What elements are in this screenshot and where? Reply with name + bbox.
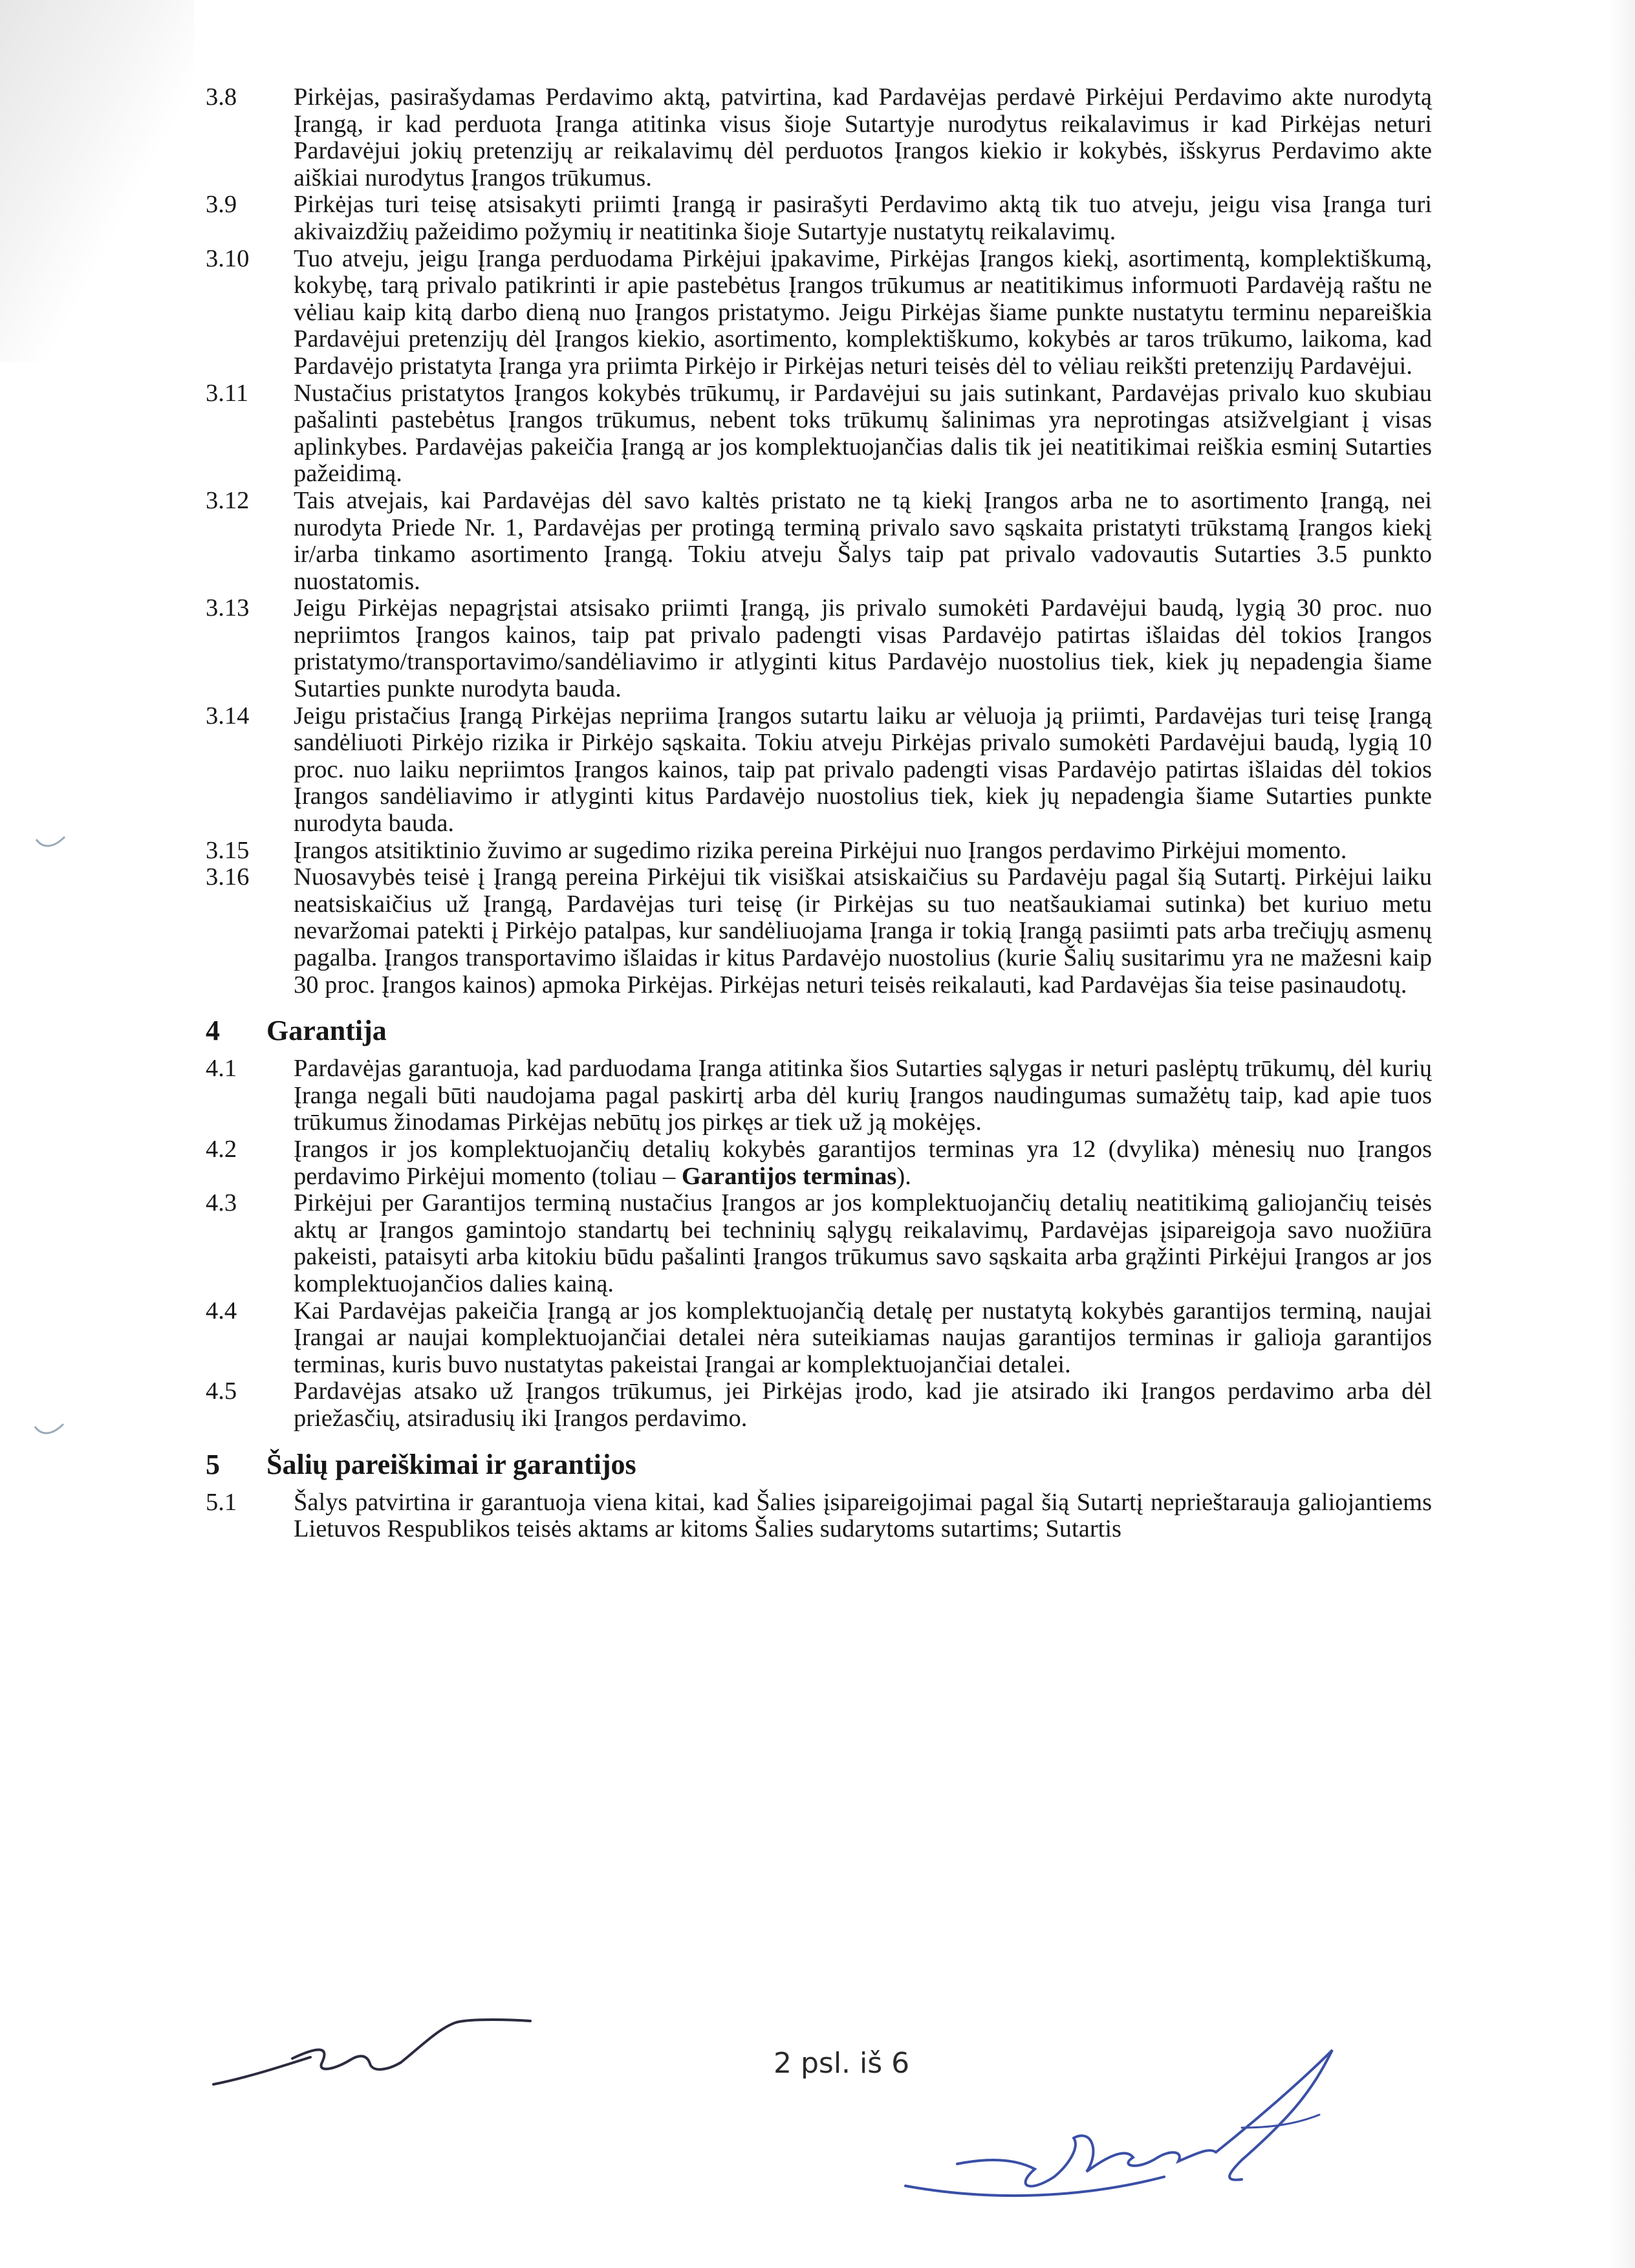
clause-number: 5.1 xyxy=(206,1488,237,1516)
clause-text: Pirkėjas turi teisę atsisakyti priimti Įrangą ir pasirašyti Perdavimo aktą tik tuo atveju, jeigu visa Įranga turi akivaizdžių pažeidimo požymių ir neatitinka šioje Sutartyje nustatytų reikalavimų. xyxy=(294,191,1432,245)
clause-3-15 xyxy=(206,837,1432,865)
clause-4-5 xyxy=(206,1378,1432,1432)
clause-text: Jeigu pristačius Įrangą Pirkėjas nepriima Įrangos sutartu laiku ar vėluoja ją priimti, Pardavėjas turi teisę Įrangą sandėliuoti Pirkėjo rizika ir Pirkėjo sąskaita. Tokiu atveju Pirkėjas privalo sumokėti Pardavėjui baudą, lygią 10 proc. nuo laiku nepriimtos Įrangos kainos, taip pat privalo padengti visas Pardavėjo patirtas išlaidas dėl tokios Įrangos sandėliavimo ir atlyginti kitus Pardavėjo nuostolius tiek, kiek jų nepadengia šiame Sutarties punkte nurodyta bauda. xyxy=(294,702,1432,837)
clause-3-8 xyxy=(206,84,1432,191)
clause-3-13 xyxy=(206,595,1432,702)
clause-4-1 xyxy=(206,1055,1432,1136)
clause-number: 3.15 xyxy=(206,836,250,864)
clause-number: 3.8 xyxy=(206,83,237,111)
clause-3-16 xyxy=(206,864,1432,999)
clause-4-2 xyxy=(206,1136,1432,1190)
clause-number: 3.10 xyxy=(206,244,250,272)
scan-mark xyxy=(34,833,67,852)
clause-3-11 xyxy=(206,380,1432,488)
clause-number: 3.16 xyxy=(206,863,250,891)
document-body xyxy=(206,84,1432,1543)
clause-3-9 xyxy=(206,191,1432,245)
clause-5-1 xyxy=(206,1489,1432,1543)
clause-text: Nuosavybės teisė į Įrangą pereina Pirkėjui tik visiškai atsiskaičius su Pardavėju pagal šią Sutartį. Pirkėjui laiku neatsiskaičius už Įrangą, Pardavėjas turi teisę (ir Pirkėjas su tuo neatšaukiamai sutinka) bet kuriuo metu nevaržomai patekti į Pirkėjo patalpas, kur sandėliuojama Įranga ir tokią Įrangą pasiimti pats arba trečiųjų asmenų pagalba. Įrangos transportavimo išlaidas ir kitus Pardavėjo nuostolius (kurie Šalių susitarimu yra ne mažesni kaip 30 proc. Įrangos kainos) apmoka Pirkėjas. Pirkėjas neturi teisės reikalauti, kad Pardavėjas šia teise pasinaudotų. xyxy=(294,863,1432,999)
scan-mark xyxy=(32,1420,66,1440)
clause-text: Šalys patvirtina ir garantuoja viena kitai, kad Šalies įsipareigojimai pagal šią Sutartį neprieštarauja galiojantiems Lietuvos Respublikos teisės aktams ar kitoms Šalies sudarytoms sutartims; Sutartis xyxy=(294,1488,1432,1543)
clause-text: Kai Pardavėjas pakeičia Įrangą ar jos komplektuojančią detalę per nustatytą kokybės garantijos terminą, naujai Įrangai ar naujai komplektuojančiai detalei nėra suteikiamas naujas garantijos terminas ir galioja garantijos terminas, kuris buvo nustatytas pakeistai Įrangai ar komplektuojančiai detalei. xyxy=(294,1297,1432,1378)
clause-3-14 xyxy=(206,703,1432,837)
section-number: 5 xyxy=(206,1448,220,1480)
section-title: Šalių pareiškimai ir garantijos xyxy=(266,1448,636,1480)
clause-4-3 xyxy=(206,1190,1432,1297)
clause-number: 4.1 xyxy=(206,1055,237,1083)
clause-number: 3.14 xyxy=(206,702,250,729)
clause-text: Pardavėjas garantuoja, kad parduodama Įranga atitinka šios Sutarties sąlygas ir neturi paslėptų trūkumų, dėl kurių Įranga negali būti naudojama pagal paskirtį arba dėl kurių Įrangos naudingumas sumažėtų taip, kad apie tuos trūkumus žinodamas Pirkėjas nebūtų jos pirkęs ar tiek už ją mokėjęs. xyxy=(294,1055,1432,1136)
scan-corner-shadow xyxy=(0,0,194,362)
page-number: 2 psl. iš 6 xyxy=(774,2047,910,2080)
clause-3-12 xyxy=(206,488,1432,595)
signature-initials-left xyxy=(207,2008,543,2099)
section-title: Garantija xyxy=(266,1015,387,1047)
defined-term: Garantijos terminas xyxy=(681,1162,897,1190)
clause-number: 4.2 xyxy=(206,1135,237,1163)
clause-number: 4.5 xyxy=(206,1377,237,1405)
scan-right-edge xyxy=(1609,0,1635,2268)
clause-text: Įrangos ir jos komplektuojančių detalių kokybės garantijos terminas yra 12 (dvylika) mėnesių nuo Įrangos perdavimo Pirkėjui momento (toliau – xyxy=(294,1135,1432,1190)
clause-number: 4.3 xyxy=(206,1189,237,1217)
clause-3-10 xyxy=(206,246,1432,380)
clause-number: 3.11 xyxy=(206,379,248,407)
clause-text: Pirkėjui per Garantijos terminą nustačius Įrangos ar jos komplektuojančių detalių neatitikimą galiojančių teisės aktų ar Įrangos gamintojo standartų bei techninių sąlygų reikalavimų, Pardavėjas įsipareigoja savo nuožiūra pakeisti, pataisyti arba kitokiu būdu pašalinti Įrangos trūkumus savo sąskaita arba grąžinti Pirkėjui Įrangos ar jos komplektuojančios dalies kainą. xyxy=(294,1189,1432,1297)
clause-text-end: ). xyxy=(896,1162,911,1190)
clause-text: Pardavėjas atsako už Įrangos trūkumus, jei Pirkėjas įrodo, kad jie atsirado iki Įrangos perdavimo arba dėl priežasčių, atsiradusių iki Įrangos perdavimo. xyxy=(294,1377,1432,1432)
section-heading-4 xyxy=(206,1015,1432,1046)
clause-4-4 xyxy=(206,1298,1432,1379)
clause-text: Įrangos atsitiktinio žuvimo ar sugedimo rizika pereina Pirkėjui nuo Įrangos perdavimo Pirkėjui momento. xyxy=(294,836,1347,864)
clause-number: 4.4 xyxy=(206,1297,237,1324)
clause-number: 3.9 xyxy=(206,191,237,219)
section-heading-5 xyxy=(206,1449,1432,1480)
clause-text: Tais atvejais, kai Pardavėjas dėl savo kaltės pristato ne tą kiekį Įrangos arba ne to asortimento Įrangą, nei nurodyta Priede Nr. 1, Pardavėjas per protingą terminą privalo savo sąskaita pristatyti trūkstamą Įrangos kiekį ir/arba tinkamo asortimento Įrangą. Tokiu atveju Šalys taip pat privalo vadovautis Sutarties 3.5 punkto nuostatomis. xyxy=(294,486,1432,595)
clause-text: Jeigu Pirkėjas nepagrįstai atsisako priimti Įrangą, jis privalo sumokėti Pardavėjui baudą, lygią 30 proc. nuo nepriimtos Įrangos kainos, taip pat privalo padengti visas Pardavėjo patirtas išlaidas dėl tokios Įrangos pristatymo/transportavimo/sandėliavimo ir atlyginti kitus Pardavėjo nuostolius tiek, kiek jų nepadengia šiame Sutarties punkte nurodyta bauda. xyxy=(294,594,1432,703)
clause-text: Tuo atveju, jeigu Įranga perduodama Pirkėjui įpakavime, Pirkėjas Įrangos kiekį, asortimentą, komplektiškumą, kokybę, tarą privalo patikrinti ir apie pastebėtus Įrangos trūkumus ar neatitikimus informuoti Pardavėją raštu ne vėliau kaip kitą darbo dieną nuo Įrangos pristatymo. Jeigu Pirkėjas šiame punkte nustatytu terminu nepareiškia Pardavėjui pretenzijų dėl Įrangos kiekio, asortimento, komplektiškumo, kokybės ar taros trūkumo, laikoma, kad Pardavėjo pristatyta Įranga yra priimta Pirkėjo ir Pirkėjas neturi teisės dėl to vėliau reikšti pretenzijų Pardavėjui. xyxy=(294,244,1432,380)
clause-number: 3.13 xyxy=(206,594,250,622)
section-number: 4 xyxy=(206,1015,220,1047)
clause-number: 3.12 xyxy=(206,486,250,514)
clause-text: Pirkėjas, pasirašydamas Perdavimo aktą, patvirtina, kad Pardavėjas perdavė Pirkėjui Perdavimo akte nurodytą Įrangą, ir kad perduota Įranga atitinka visus šioje Sutartyje nurodytus reikalavimus ir kad Pirkėjas neturi Pardavėjui jokių pretenzijų ar reikalavimų dėl perduotos Įrangos kiekio ir kokybės, išskyrus Perdavimo akte aiškiai nurodytus Įrangos trūkumus. xyxy=(294,83,1432,191)
clause-text: Nustačius pristatytos Įrangos kokybės trūkumų, ir Pardavėjui su jais sutinkant, Pardavėjas privalo kuo skubiau pašalinti pastebėtus Įrangos trūkumus, nebent toks trūkumų šalinimas yra neprotingas atsižvelgiant į visas aplinkybes. Pardavėjas pakeičia Įrangą ar jos komplektuojančias dalis tik jei neatitikimai reiškia esminį Sutarties pažeidimą. xyxy=(294,379,1432,488)
signature-right xyxy=(880,2031,1410,2231)
